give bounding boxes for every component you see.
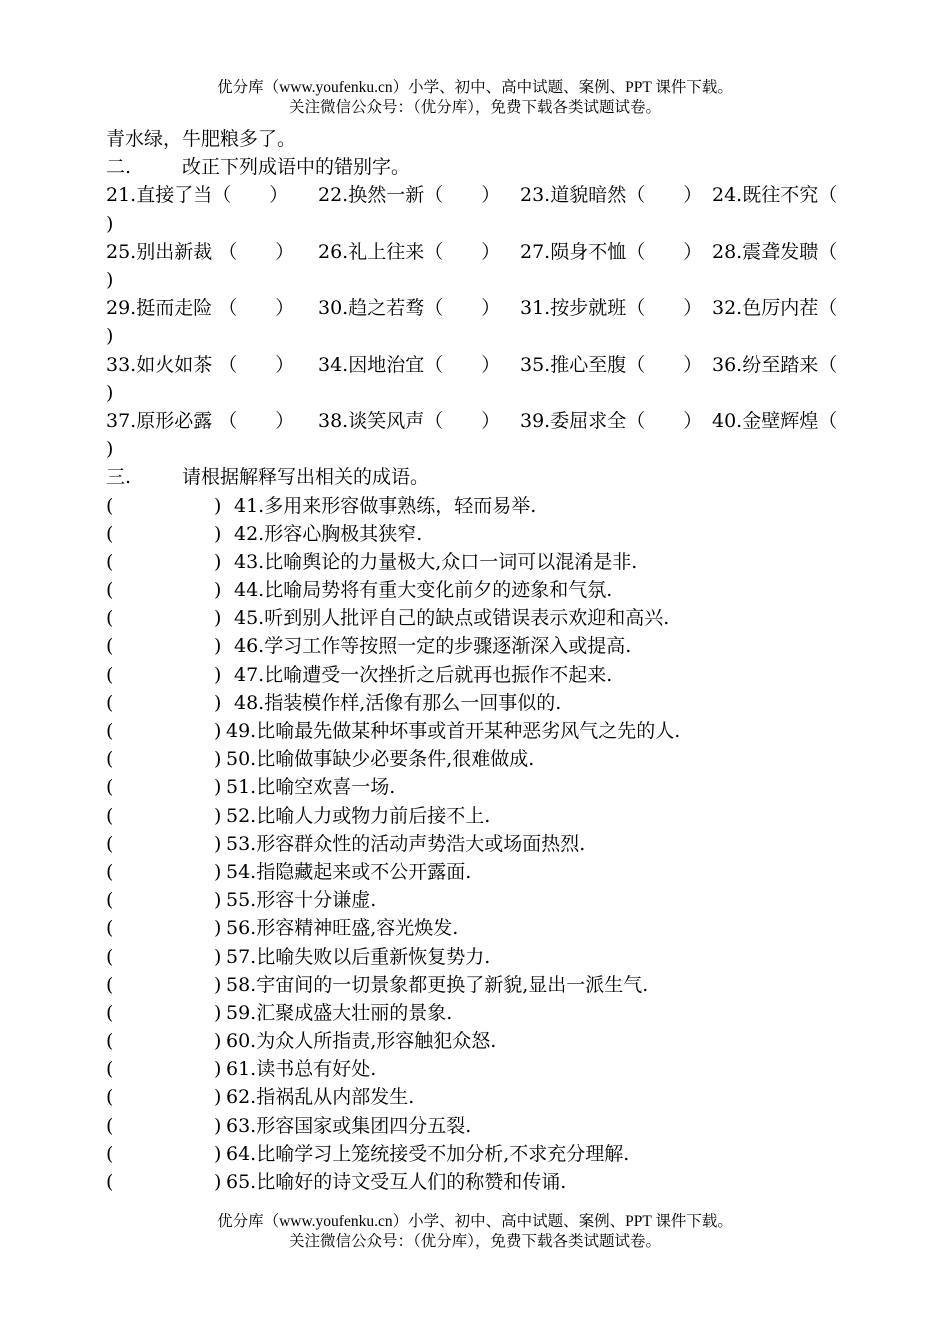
answer-open-paren: ( xyxy=(106,720,114,743)
definition-text: 41.多用来形容做事熟练，轻而易举. xyxy=(234,494,537,517)
definition-text: 43.比喻舆论的力量极大,众口一词可以混淆是非. xyxy=(234,550,638,573)
definition-text: 50.比喻做事缺少必要条件,很难做成. xyxy=(226,748,535,771)
answer-close-paren: ) xyxy=(214,494,222,517)
definition-text: 49.比喻最先做某种坏事或首开某种恶劣风气之先的人. xyxy=(226,720,681,743)
answer-open-paren: ( xyxy=(106,1171,114,1194)
section-2-heading xyxy=(106,153,866,181)
definition-item xyxy=(106,1027,866,1055)
definition-text: 53.形容群众性的活动声势浩大或场面热烈. xyxy=(226,832,586,855)
answer-close-paren: ) xyxy=(214,889,222,912)
answer-close-paren: ) xyxy=(214,635,222,658)
answer-open-paren: ( xyxy=(106,945,114,968)
footer-line-1: 优分库（www.youfenku.cn）小学、初中、高中试题、案例、PPT 课件下载。 xyxy=(217,1213,733,1230)
definition-text: 54.指隐藏起来或不公开露面. xyxy=(226,860,472,883)
idiom-cell: 40.金壁辉煌（ xyxy=(712,409,838,432)
definition-item xyxy=(106,632,866,660)
idiom-row-close-paren: ) xyxy=(106,268,114,291)
idiom-row-close-paren: ) xyxy=(106,325,114,348)
idiom-row-close-paren: ) xyxy=(106,212,114,235)
definition-text: 57.比喻失败以后重新恢复势力. xyxy=(226,945,491,968)
definition-text: 63.形容国家或集团四分五裂. xyxy=(226,1114,472,1137)
answer-close-paren: ) xyxy=(214,1142,222,1165)
definition-item xyxy=(106,858,866,886)
answer-close-paren: ) xyxy=(214,1030,222,1053)
definition-text: 55.形容十分谦虚. xyxy=(226,889,377,912)
answer-close-paren: ) xyxy=(214,748,222,771)
answer-open-paren: ( xyxy=(106,522,114,545)
idiom-row-close-paren: ) xyxy=(106,438,114,461)
definition-item xyxy=(106,914,866,942)
definition-item xyxy=(106,1112,866,1140)
definition-text: 60.为众人所指责,形容触犯众怒. xyxy=(226,1030,497,1053)
answer-open-paren: ( xyxy=(106,1001,114,1024)
page-header xyxy=(0,78,950,118)
idiom-row-close-paren: ) xyxy=(106,381,114,404)
definition-item xyxy=(106,1055,866,1083)
definition-text: 61.读书总有好处. xyxy=(226,1058,377,1081)
answer-close-paren: ) xyxy=(214,1058,222,1081)
definition-item xyxy=(106,943,866,971)
definition-text: 48.指装模作样,活像有那么一回事似的. xyxy=(234,691,562,714)
definition-item xyxy=(106,773,866,801)
idiom-cell: 24.既往不究（ xyxy=(712,184,838,207)
definition-text: 58.宇宙间的一切景象都更换了新貌,显出一派生气. xyxy=(226,973,649,996)
answer-close-paren: ) xyxy=(214,522,222,545)
answer-close-paren: ) xyxy=(214,550,222,573)
definition-item xyxy=(106,1168,866,1196)
idiom-row xyxy=(106,238,866,294)
definition-text: 65.比喻好的诗文受互人们的称赞和传诵. xyxy=(226,1171,567,1194)
answer-close-paren: ) xyxy=(214,804,222,827)
definition-item xyxy=(106,661,866,689)
definition-text: 56.形容精神旺盛,容光焕发. xyxy=(226,917,459,940)
intro-line: 青水绿，牛肥粮多了。 xyxy=(106,128,297,150)
idiom-cell: 31.按步就班（ ） xyxy=(520,297,703,320)
answer-close-paren: ) xyxy=(214,776,222,799)
definition-text: 46.学习工作等按照一定的步骤逐渐深入或提高. xyxy=(234,635,632,658)
answer-close-paren: ) xyxy=(214,917,222,940)
definition-text: 62.指祸乱从内部发生. xyxy=(226,1086,415,1109)
definition-text: 44.比喻局势将有重大变化前夕的迹象和气氛. xyxy=(234,579,613,602)
definition-item xyxy=(106,1083,866,1111)
definition-item xyxy=(106,999,866,1027)
answer-close-paren: ) xyxy=(214,1114,222,1137)
answer-close-paren: ) xyxy=(214,945,222,968)
definition-text: 59.汇聚成盛大壮丽的景象. xyxy=(226,1001,453,1024)
definition-item xyxy=(106,689,866,717)
idiom-cell: 35.推心至腹（ ） xyxy=(520,353,703,376)
answer-close-paren: ) xyxy=(214,691,222,714)
definition-item xyxy=(106,971,866,999)
answer-open-paren: ( xyxy=(106,804,114,827)
definition-item xyxy=(106,830,866,858)
idiom-cell: 27.陨身不恤（ ） xyxy=(520,240,703,263)
definition-text: 52.比喻人力或物力前后接不上. xyxy=(226,804,491,827)
idiom-row xyxy=(106,181,866,237)
idiom-cell: 38.谈笑风声（ ） xyxy=(318,409,501,432)
answer-close-paren: ) xyxy=(214,1086,222,1109)
definition-list xyxy=(106,492,866,1197)
answer-open-paren: ( xyxy=(106,1114,114,1137)
answer-open-paren: ( xyxy=(106,635,114,658)
answer-open-paren: ( xyxy=(106,663,114,686)
idiom-cell: 37.原形必露 （ ） xyxy=(106,409,295,432)
idiom-cell: 23.道貌暗然（ ） xyxy=(520,184,703,207)
definition-item xyxy=(106,802,866,830)
answer-open-paren: ( xyxy=(106,973,114,996)
idiom-cell: 39.委屈求全（ ） xyxy=(520,409,703,432)
definition-item xyxy=(106,548,866,576)
section-3-title: 请根据解释写出相关的成语。 xyxy=(182,466,430,489)
definition-item xyxy=(106,717,866,745)
answer-close-paren: ) xyxy=(214,579,222,602)
idiom-row xyxy=(106,351,866,407)
idiom-cell: 28.震聋发聩（ xyxy=(712,240,838,263)
definition-item xyxy=(106,1140,866,1168)
header-line-1: 优分库（www.youfenku.cn）小学、初中、高中试题、案例、PPT 课件下载。 xyxy=(217,79,733,96)
answer-close-paren: ) xyxy=(214,1001,222,1024)
answer-open-paren: ( xyxy=(106,494,114,517)
answer-open-paren: ( xyxy=(106,1086,114,1109)
section-3-heading xyxy=(106,463,866,491)
idiom-row xyxy=(106,294,866,350)
answer-open-paren: ( xyxy=(106,748,114,771)
idiom-cell: 29.挺而走险 （ ） xyxy=(106,297,295,320)
definition-text: 51.比喻空欢喜一场. xyxy=(226,776,396,799)
definition-text: 45.听到别人批评自己的缺点或错误表示欢迎和高兴. xyxy=(234,607,670,630)
answer-close-paren: ) xyxy=(214,1171,222,1194)
answer-open-paren: ( xyxy=(106,917,114,940)
idiom-cell: 25.别出新裁 （ ） xyxy=(106,240,295,263)
answer-close-paren: ) xyxy=(214,832,222,855)
answer-open-paren: ( xyxy=(106,1142,114,1165)
page-footer xyxy=(0,1212,950,1252)
answer-open-paren: ( xyxy=(106,889,114,912)
answer-open-paren: ( xyxy=(106,579,114,602)
definition-item xyxy=(106,886,866,914)
definition-text: 47.比喻遭受一次挫折之后就再也振作不起来. xyxy=(234,663,613,686)
idiom-cell: 21.直接了当（ ） xyxy=(106,184,289,207)
idiom-cell: 34.因地治宜（ ） xyxy=(318,353,501,376)
answer-open-paren: ( xyxy=(106,860,114,883)
idiom-cell: 26.礼上往来（ ） xyxy=(318,240,501,263)
answer-open-paren: ( xyxy=(106,550,114,573)
footer-line-2: 关注微信公众号：（优分库），免费下载各类试题试卷。 xyxy=(288,1233,661,1250)
answer-close-paren: ) xyxy=(214,720,222,743)
document-body xyxy=(106,125,866,1196)
answer-open-paren: ( xyxy=(106,776,114,799)
definition-item xyxy=(106,604,866,632)
answer-open-paren: ( xyxy=(106,607,114,630)
header-line-2: 关注微信公众号：（优分库），免费下载各类试题试卷。 xyxy=(288,99,661,116)
idiom-cell: 32.色厉内茬（ xyxy=(712,297,838,320)
answer-close-paren: ) xyxy=(214,663,222,686)
answer-close-paren: ) xyxy=(214,973,222,996)
section-2-number: 二. xyxy=(106,156,132,179)
idiom-cell: 36.纷至踏来（ xyxy=(712,353,838,376)
definition-item xyxy=(106,576,866,604)
idiom-cell: 30.趋之若骛（ ） xyxy=(318,297,501,320)
answer-open-paren: ( xyxy=(106,1030,114,1053)
definition-item xyxy=(106,520,866,548)
definition-text: 64.比喻学习上笼统接受不加分析,不求充分理解. xyxy=(226,1142,630,1165)
answer-close-paren: ) xyxy=(214,607,222,630)
idiom-cell: 22.换然一新（ ） xyxy=(318,184,501,207)
section-3-number: 三. xyxy=(106,466,132,489)
definition-item xyxy=(106,745,866,773)
section-2-title: 改正下列成语中的错别字。 xyxy=(182,156,411,179)
definition-text: 42.形容心胸极其狭窄. xyxy=(234,522,423,545)
answer-close-paren: ) xyxy=(214,860,222,883)
answer-open-paren: ( xyxy=(106,1058,114,1081)
answer-open-paren: ( xyxy=(106,691,114,714)
definition-item xyxy=(106,492,866,520)
idiom-row xyxy=(106,407,866,463)
answer-open-paren: ( xyxy=(106,832,114,855)
idiom-cell: 33.如火如茶 （ ） xyxy=(106,353,295,376)
